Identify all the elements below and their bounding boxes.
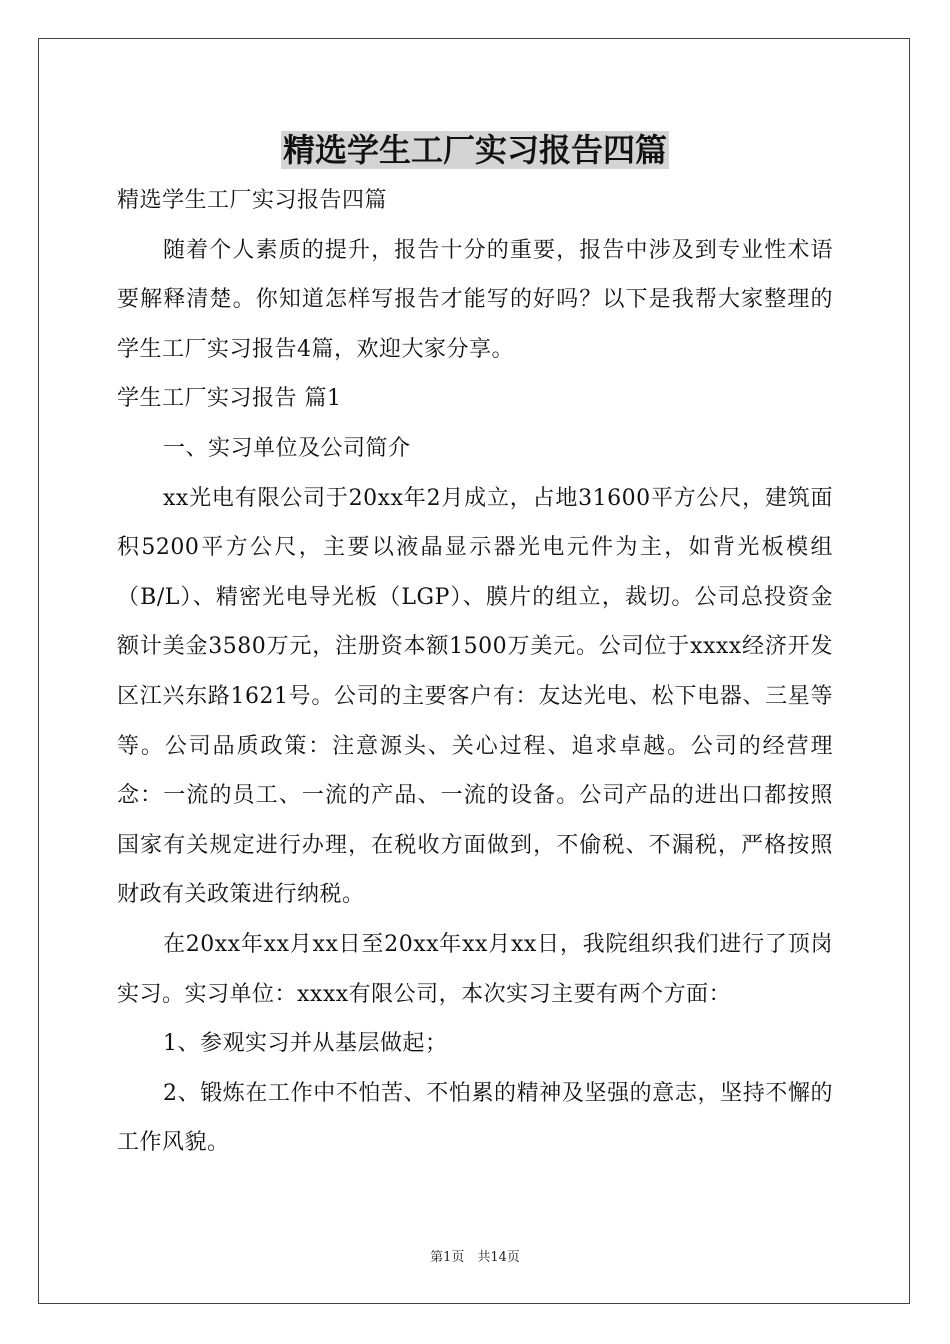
page-footer <box>0 1250 950 1266</box>
paragraph-subtitle: 精选学生工厂实习报告四篇 <box>117 188 388 213</box>
subsection-heading-company-intro: 一、实习单位及公司简介 <box>163 435 411 461</box>
document-title <box>0 126 950 174</box>
document-body <box>117 176 833 1168</box>
paragraph-internship-period: 在20xx年xx月xx日至20xx年xx月xx日，我院组织我们进行了顶岗实习。实习单位：xxxx有限公司，本次实习主要有两个方面： <box>117 931 833 1007</box>
paragraph-company-description: xx光电有限公司于20xx年2月成立，占地31600平方公尺，建筑面积5200平方公尺，主要以液晶显示器光电元件为主，如背光板模组（B/L）、精密光电导光板（LGP）、膜片的组立，裁切。公司总投资金额计美金3580万元，注册资本额1500万美元。公司位于xxxx经济开发区江兴东路1621号。公司的主要客户有：友达光电、松下电器、三星等等。公司品质政策：注意源头、关心过程、追求卓越。公司的经营理念：一流的员工、一流的产品、一流的设备。公司产品的进出口都按照国家有关规定进行办理，在税收方面做到，不偷税、不漏税，严格按照财政有关政策进行纳税。 <box>117 485 833 908</box>
document-title-text: 精选学生工厂实习报告四篇 <box>282 131 667 169</box>
page-number-label: 第1页 共14页 <box>430 1250 520 1265</box>
list-item-1: 1、参观实习并从基层做起； <box>163 1031 448 1057</box>
section-heading-report-1: 学生工厂实习报告 篇1 <box>117 386 342 412</box>
list-item-2: 2、锻炼在工作中不怕苦、不怕累的精神及坚强的意志，坚持不懈的工作风貌。 <box>117 1080 833 1156</box>
paragraph-intro: 随着个人素质的提升，报告十分的重要，报告中涉及到专业性术语要解释清楚。你知道怎样写报告才能写的好吗？以下是我帮大家整理的学生工厂实习报告4篇，欢迎大家分享。 <box>117 237 833 362</box>
